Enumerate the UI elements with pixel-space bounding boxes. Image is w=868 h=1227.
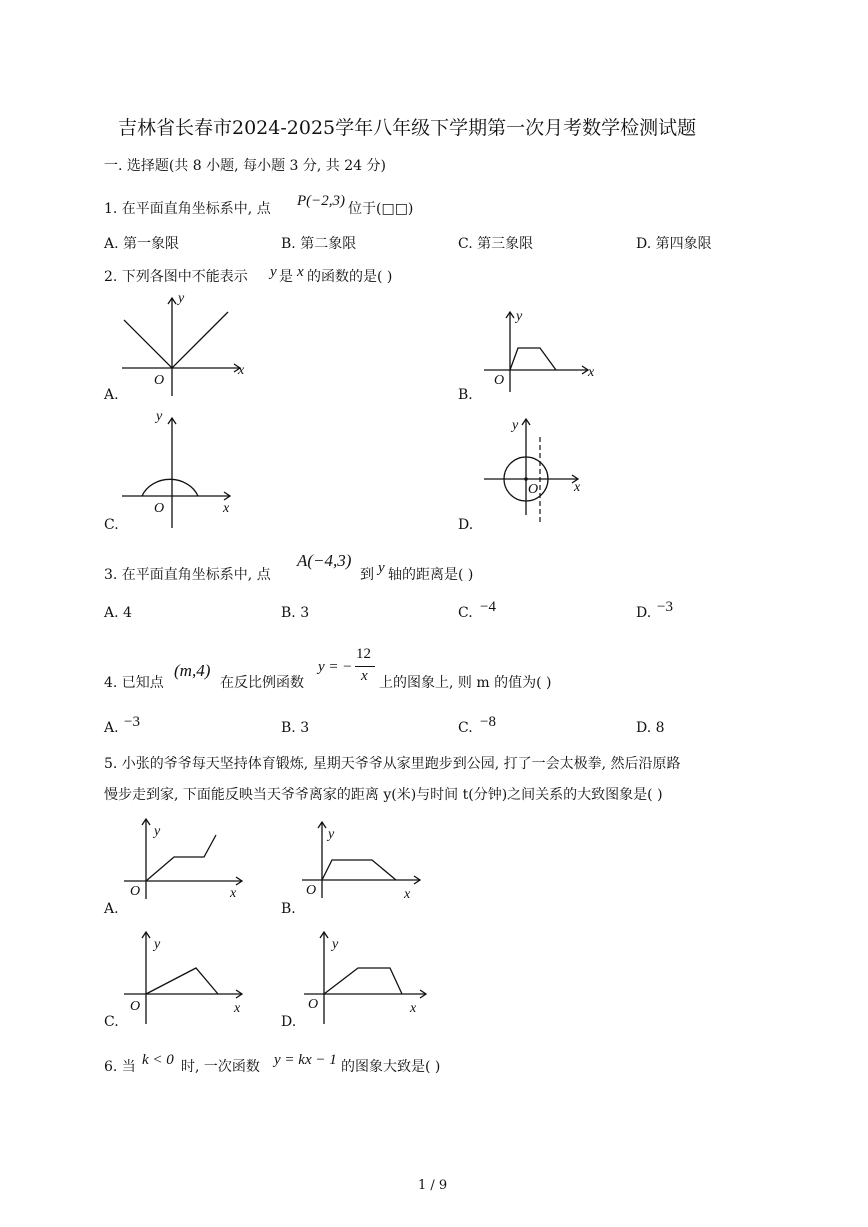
section-header: 一. 选择题(共 8 小题, 每小题 3 分, 共 24 分) (104, 158, 386, 174)
q3-option-c-value: −4 (480, 599, 496, 615)
q6-function: y = kx − 1 (274, 1052, 337, 1068)
q5-line-1: 5. 小张的爷爷每天坚持体育锻炼, 星期天爷爷从家里跑步到公园, 打了一会太极拳, 然后沿原路 (104, 756, 681, 772)
q4-option-a: A. (104, 720, 119, 736)
q1-option-b: B. 第二象限 (281, 236, 357, 252)
q2-label-b: B. (458, 387, 473, 403)
q5a-origin-label: O (130, 884, 141, 899)
q2b-y-label: y (516, 309, 523, 324)
q5b-origin-label: O (306, 883, 317, 898)
q1-prefix: 1. 在平面直角坐标系中, 点 (104, 201, 271, 217)
q4-fraction-bar (355, 666, 375, 667)
q4-suffix: 上的图象上, 则 m 的值为( ) (379, 675, 552, 691)
q2-label-c: C. (104, 517, 119, 533)
q2-figure-a (118, 292, 258, 402)
q2-suffix: 的函数的是( ) (307, 269, 393, 285)
q2-figure-b (478, 308, 608, 393)
q5d-x-label: x (410, 1001, 417, 1016)
q4-prefix: 4. 已知点 (104, 675, 164, 691)
q3-option-a: A. 4 (104, 605, 132, 621)
q5-figure-b (298, 818, 433, 903)
q2c-x-label: x (223, 501, 230, 516)
q1-option-a: A. 第一象限 (104, 236, 180, 252)
q4-option-c: C. (458, 720, 473, 736)
q2-label-a: A. (104, 387, 119, 403)
q4-func-denominator: x (361, 668, 368, 684)
q2-figure-d (480, 415, 590, 527)
q4-mid: 在反比例函数 (220, 675, 304, 691)
q1-option-c: C. 第三象限 (458, 236, 534, 252)
q2d-origin-label: O (528, 482, 539, 497)
q3-axis: y (378, 560, 385, 576)
q5d-y-label: y (332, 937, 339, 952)
q2d-y-label: y (512, 418, 519, 433)
q3-option-d-value: −3 (657, 599, 673, 615)
q5b-y-label: y (328, 827, 335, 842)
q2b-x-label: x (588, 365, 595, 380)
q2b-origin-label: O (494, 373, 505, 388)
q1-suffix: 位于(□□) (348, 201, 414, 217)
q5c-y-label: y (154, 937, 161, 952)
q2a-x-label: x (238, 363, 245, 378)
q2a-y-label: y (178, 291, 185, 306)
q5c-origin-label: O (130, 999, 141, 1014)
q5a-y-label: y (154, 824, 161, 839)
q4-option-c-value: −8 (480, 714, 496, 730)
q3-point: A(−4,3) (297, 551, 352, 570)
q3-suffix: 轴的距离是( ) (388, 567, 474, 583)
q2-figure-c (118, 408, 248, 533)
q4-func-lhs: y = − (318, 659, 353, 675)
q4-point: (m,4) (174, 661, 211, 680)
q2-x-var: x (297, 264, 304, 280)
q2-y-var: y (270, 264, 277, 280)
q2-prefix: 2. 下列各图中不能表示 (104, 269, 248, 285)
q4-option-d: D. 8 (636, 720, 665, 736)
q1-point: P(−2,3) (297, 193, 346, 209)
q5-figure-a (120, 815, 255, 905)
q2a-origin-label: O (154, 373, 165, 388)
q5a-x-label: x (230, 886, 237, 901)
q4-option-a-value: −3 (124, 714, 140, 730)
q3-option-c: C. (458, 605, 473, 621)
q6-suffix: 的图象大致是( ) (341, 1059, 441, 1075)
q2-label-d: D. (458, 517, 474, 533)
page-number: 1 / 9 (418, 1178, 448, 1193)
q2c-y-label: y (156, 409, 163, 424)
q5c-x-label: x (234, 1001, 241, 1016)
q3-option-b: B. 3 (281, 605, 310, 621)
q2-mid: 是 (279, 269, 293, 285)
q3-mid: 到 (360, 567, 374, 583)
q5-figure-d (300, 928, 435, 1028)
q5-figure-c (120, 928, 255, 1028)
q2d-x-label: x (574, 480, 581, 495)
q4-option-b: B. 3 (281, 720, 310, 736)
q5-line-2: 慢步走到家, 下面能反映当天爷爷离家的距离 y(米)与时间 t(分钟)之间关系的大致图象是( ) (104, 787, 663, 803)
q3-prefix: 3. 在平面直角坐标系中, 点 (104, 567, 271, 583)
q5b-x-label: x (404, 887, 411, 902)
q6-prefix: 6. 当 (104, 1059, 136, 1075)
q3-option-d: D. (636, 605, 652, 621)
q6-condition: k < 0 (142, 1052, 174, 1068)
q6-mid: 时, 一次函数 (181, 1059, 260, 1075)
q5-label-c: C. (104, 1014, 119, 1030)
q5-label-b: B. (281, 901, 296, 917)
q2c-origin-label: O (154, 501, 165, 516)
q5d-origin-label: O (308, 997, 319, 1012)
q4-func-numerator: 12 (356, 646, 371, 662)
page-title: 吉林省长春市2024-2025学年八年级下学期第一次月考数学检测试题 (118, 117, 697, 139)
q1-option-d: D. 第四象限 (636, 236, 712, 252)
q5-label-d: D. (281, 1014, 297, 1030)
q5-label-a: A. (104, 901, 119, 917)
